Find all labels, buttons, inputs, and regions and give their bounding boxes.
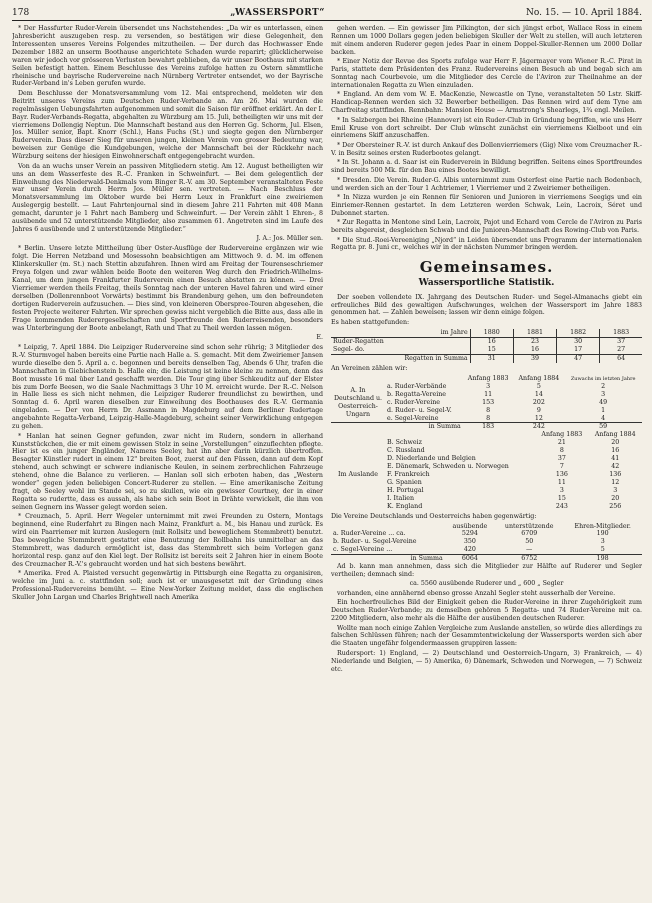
row-label: K. England [387,502,423,510]
article-paragraph: Dem Beschlusse der Monatsversammlung vom 12. Mai entsprechend, meldeten wir den Beitritt unseres Vereins zum Deutschen Ruder-Verbande an. Am 26. Mai wurden die regelmässigen Uebungsfahrten aufgenommen und somit die Saison für eröffnet erklärt. An der I. Bayr. Ruder-Verbands-Regatta, abgehalten zu Würzburg am 15. Juli, betheiligten wir uns mit der vierriemens Dollengig Neptun. Die Mannschaft bestand aus den Herren Gg. Schorm, Jul. Elsen, Jos. Müller senior, Bapt. Knorr (Schl.), Hans Fuchs (St.) und siegte gegen den Nürnberger Ruderverein. Dass dieser Sieg für unseren jungen, kleinen Verein von grosser Bedeutung war, beweisen zur Genüge die Kundgebungen, welche der Mannschaft bei der Rückkehr nach Würzburg seitens der hiesigen Einwohnerschaft entgegengebracht wurden. [12,89,323,161]
regatta-table [331,329,642,363]
table-cell: 15 [557,494,566,502]
table-cell: 183 [463,423,514,431]
table-cell: 3 [613,486,618,494]
article-paragraph: * In St. Johann a. d. Saar ist ein Ruderverein in Bildung begriffen. Seitens eines Sportfreundes sind bereits 500 Mk. für den Bau eines Bootes bewilligt. [331,159,642,175]
table-row [331,546,642,554]
masthead-title: „WASSERSPORT“ [230,8,325,18]
year-header: 1881 [513,329,556,337]
table-head-label: im Jahre [331,329,470,337]
row-label: e. Segel-Vereine [387,414,439,422]
article-paragraph: ca. 5560 ausübende Ruderer und „ 600 „ Segler [409,580,564,588]
article-paragraph: Ad b. kann man annehmen, dass sich die Mitglieder zur Hälfte auf Ruderer und Segler vertheilen; demnach sind: [331,563,642,579]
article-paragraph: Von da an wuchs unser Verein an passiven Mitgliedern stetig. Am 12. August betheiligten wir uns an dem Wasserfeste des R.-C. Franken in Schweinfurt. — Bei dem gelegentlich der Einweihung des Niederwald-Denkmals vom Binger R.-V. am 30. September veranstalteten Feste war unser Verein durch Herrn Jos. Müller sen. vertreten. — Nach Beschluss der Monatsversammlung im Oktober wurde bei Herrn Leux in Frankfurt eine zweiriemen Auslegergig bestellt. — Laut Fahrtenjournal sind in diesem Jahre 211 Fahrten mit 408 Mann gemacht, darunter je 1 Fahrt nach Bamberg und Schweinfurt. — Der Verein zählt 1 Ehren-, 8 ausübende und 52 unterstützende Mitglieder, also zusammen 61. Angetreten sind im Laufe des Jahres 6 ausübende und 2 unterstützende Mitglieder.“ [12,162,323,234]
table-cell: 350 [463,538,476,546]
signature: E. [316,334,323,342]
table-cell: 21 [557,439,566,447]
article-paragraph: * Dresden. Die Verein. Ruder-G. Albis unternimmt zum Osterfest eine Partie nach Bodenbach, und werden sich an der Tour 1 Achtriemer, 1 Vierriemer und 2 Zweiriemer betheiligen. [331,176,642,192]
year-header: 1882 [557,329,600,337]
table-cell: 12 [611,478,620,486]
members-table [331,523,642,564]
table-cell: 153 [482,398,495,406]
table-cell: 420 [463,546,476,554]
row-label: in Summa [331,555,445,563]
section-title: Gemeinsames. [419,258,554,277]
table-cell: 5 [536,382,541,390]
row-label: E. Dänemark, Schweden u. Norwegen [387,463,509,471]
table-cell: 14 [534,390,543,398]
group-label: A. In Deutschland u. Oesterreich-Ungarn [333,386,383,418]
table-cell: 20 [611,494,620,502]
row-label: a. Ruder-Verbände [387,382,447,390]
table-cell: 8 [559,447,564,455]
table-cell: 41 [611,455,620,463]
column-header: Ehren-Mitglieder. [574,522,631,530]
table-sum-row [331,355,642,363]
article-paragraph: * Hanlan hat seinen Gegner gefunden, zwar nicht im Rudern, sondern in allerhand Kunststückchen, die er mit einem gewissen Stolz in seine „Vorstellungen“ einzuflechten pflegte. Hier ist es ein junger Engländer, Namens Seeley, hat ihn aber darin kürzlich übertroffen. Besagter Künstler rudert in einem 12" breiten Boot, zuerst auf den Füssen, dann auf dem Kopf stehend, auch schwingt er schwere indianische Keulen, in seinem zerbrechlichen Fahrzeuge stehend, ohne die Balance zu verlieren. — Hanlan soll sich erboten haben, das „Western wonder“ gegen jeden beliebigen Concert-Ruderer zu stellen. — Eine amerikanische Zeitung fragt, ob Seeley wohl im Stande sei, so zu skullen, wie ein gewisser Courtney, der in einer Regatta so rudertte, dass es aussah, als habe sich sein Boot in Drähte verwickelt, die ihm von seinen Gegnern ins Wasser gelegt worden seien. [12,432,323,511]
table-cell: 6709 [521,530,538,538]
row-label: c. Segel-Vereine ... [333,546,393,554]
article-paragraph: * Der Obersteiner R.-V. ist durch Ankauf des Dollenvierriemers (Gig) Nixe vom Creuznacher R.-V. in Besitz seines ersten Ruderbootes gelangt. [331,141,642,157]
row-label: in Summa [385,423,463,431]
table-cell: 30 [557,338,600,346]
table-cell: 3 [559,486,564,494]
table-cell: — [526,546,533,554]
article-paragraph: vorhanden, eine annähernd ebenso grosse Anzahl Segler steht ausserhalb der Vereine. [337,589,616,597]
table-cell: 3 [601,390,606,398]
table-row [331,346,642,354]
table-cell: 64 [600,355,642,363]
table-cell: 243 [555,502,568,510]
table-caption: Die Vereine Deutschlands und Oesterreichs haben gegenwärtig: [331,512,537,520]
table-cell: 4 [601,414,606,422]
article-paragraph: * In Nizza wurden je ein Rennen für Senioren und Junioren in vierriemens Seegigs und ein Einriemer-Rennen gestartet. In dem Letzteren werden Schwak, Lein, Lacroix, Séret und Dubonnet starten. [331,193,642,217]
page-header [12,8,642,21]
row-label: Ruder-Regatten [333,338,384,346]
table-cell: 37 [600,338,642,346]
table-sum-row [331,555,642,563]
abroad-table [331,431,642,510]
row-label: a. Ruder-Vereine ... ca. [333,530,406,538]
table-cell: 23 [513,338,556,346]
row-label: Regatten in Summa [331,355,470,363]
column-header: unterstützende [504,522,554,530]
article-paragraph: * Amerika. Fred A. Plaisted versucht gegenwärtig in Pittsburgh eine Regatta zu organisiren, welche im Juni a. c. stattfinden soll; auch ist er unausgesetzt mit der Gründung eines Professional-Rudervereins bemüht. — Eine New-Yorker Zeitung meldet, dass die englischen Skuller John Largan und Charles Brightwell nach Amerika [12,570,323,602]
table-cell: 3 [486,382,491,390]
table-cell: 50 [525,538,534,546]
right-column [331,25,642,903]
article-paragraph: gehen werden. — Ein gewisser Jim Pilkington, der sich jüngst erbot, Wallace Ross in einem Rennen um 1000 Dollars gegen jeden beliebigen Skuller der Welt zu stellen, will auch letzteren mit einem anderen Ruderer gegen jedes Paar in einem Doppel-Skuller-Rennen um 2000 Dollar backen. [331,25,642,56]
row-label: C. Russland [387,447,425,455]
section-subtitle: Wassersportliche Statistik. [418,278,555,289]
article-paragraph: Ein hocherfreuliches Bild der Einigkeit geben die Ruder-Vereine in ihrer Zugehörigkeit zum Deutschen Ruder-Verbande; zu demselben gehören 5 Regatta- und 74 Ruder-Vereine mit ca. 2200 Mitgliedern, also mehr als die Hälfte der ausübenden deutschen Ruderer. [331,599,642,623]
column-header: Anfang 1883 [541,431,583,439]
table-cell: 1 [601,406,606,414]
page-number: 178 [12,8,30,18]
table-cell: 11 [557,478,566,486]
column-header: ausübende [452,522,488,530]
table-sum-row [331,423,642,431]
column-header: Anfang 1884 [518,374,560,382]
table-cell: 7 [559,463,564,471]
table-cell: 27 [600,346,642,354]
table-cell: 198 [563,555,642,563]
article-paragraph: * Berlin. Unsere letzte Mittheilung über Oster-Ausflüge der Rudervereine ergänzen wir wie folgt. Die Herren Netzband und Mosessohn beabsichtigen am Mittwoch 9. d. M. im offenen Klinkerskuller (m. St.) nach Stettin abzufahren. Ihnen wird am Freitag der Tourenseschriemer Freya folgen und zwar wählen beide Boote den weiteren Weg durch den Friedrich-Wilhelms-Kanal, um dem jungen Frankfurter Ruderverein einen Besuch abstatten zu können. — Drei Vierriemer werden theils Freitag, theils Sonntag nach der unteren Havel fahren und wird einer derselben (Dollenrennboot Vorwärts) bestimmt bis Brandenburg gehen, um den befreundeten dortigen Ruderverein aufzusuchen. — Dies sind, von kleineren Oberspree-Touren abgesehen, die festen Projecte weiterer Fahrten. Wir sprechen gewiss nicht vergeblich die Bitte aus, dass alle in Frage kommenden Ruderergesellschaften und Sportfreunde den Ruderreisenden, besonders was Unterbringung der Boote anbelangt, Rath und That zu Theil werden lassen mögen. [12,245,323,332]
table-cell: 190 [596,530,609,538]
row-label: d. Ruder- u. Segel-V. [387,406,452,414]
article-paragraph: * Die Stud.-Roei-Vereeniging „Njord“ in Leiden übersendet uns Programm der internationalen Regatta pr. 8. Juni cr., welches wir in der nächsten Nummer bringen werden. [331,236,642,252]
table-cell: 9 [536,406,541,414]
table-cell: 42 [611,463,620,471]
table-row [331,439,642,447]
table-cell: 39 [513,355,556,363]
table-cell: 11 [484,390,493,398]
article-paragraph: * In Salzbergen bei Rheine (Hannover) ist ein Ruder-Club in Gründung begriffen, wie uns Herr Emil Kruse von dort schreibt. Der Club wünscht zunächst ein vierriemens Kielboot und ein einriemens Skiff anzuschaffen. [331,116,642,140]
column-header: Anfang 1883 [467,374,509,382]
issue-info: No. 15. — 10. April 1884. [525,8,642,18]
table-row [331,338,642,346]
table-cell: 136 [555,470,568,478]
row-label: Segel- do. [333,346,365,354]
table-cell: 20 [611,439,620,447]
table-cell: 15 [470,346,513,354]
row-label: b. Ruder- u. Segel-Vereine [333,538,417,546]
table-cell: 2 [601,382,606,390]
table-cell: 8 [486,406,491,414]
table-cell: 5294 [461,530,478,538]
table-cell: 202 [532,398,545,406]
table-cell: 12 [534,414,543,422]
table-cell: 47 [557,355,600,363]
table-cell: 6752 [495,555,563,563]
article-paragraph: * England. An dem vom W. E. MacKenzie, Newcastle on Tyne, veranstalteten 50 Lstr. Skiff-Handicap-Rennen werden sich 32 Bewerber betheiligen. Das Rennen wird auf dem Tyne am Charfreitag stattfinden. Rennbahn: Mansion House — Armstrong's Shearlegs, 1¾ engl. Meilen. [331,91,642,115]
table-cell: 8 [486,414,491,422]
table-caption: An Vereinen zählen wir: [331,364,408,372]
row-label: G. Spanien [387,478,422,486]
table-cell: 3 [600,538,605,546]
row-label: I. Italien [387,494,415,502]
article-paragraph: * Einer Notiz der Revue des Sports zufolge war Herr F. Jägermayer vom Wiener R.-C. Pirat in Paris, stattete dem Präsidenten des Franz. Rudervereins einen Besuch ab und begab sich am Sonntag nach Courbevoie, um die Mitglieder des Cercle de l'Aviron zur Theilnahme an der internationalen Regatta zu Wien einzuladen. [331,58,642,89]
table-caption: Es haben stattgefunden: [331,319,410,327]
row-label: F. Frankreich [387,470,430,478]
table-cell: 16 [611,447,620,455]
row-label: D. Niederlande und Belgien [387,455,476,463]
stats-intro: Der soeben vollendete IX. Jahrgang des Deutschen Ruder- und Segel-Almanachs giebt ein erfreuliches Bild des gewaltigen Aufschwunges, welchen der Wassersport im Jahre 1883 genommen hat. — Zahlen beweisen; lassen wir denn einige folgen. [331,293,642,317]
table-cell: 5 [600,546,605,554]
column-header: Zuwachs im letzten Jahre [570,375,636,382]
table-cell: 59 [564,423,642,431]
table-cell: 6064 [445,555,495,563]
clubs-table [331,375,642,431]
article-paragraph: * Leipzig, 7. April 1884. Die Leipziger Rudervereine sind schon sehr rührig; 3 Mitglieder des R.-V. Sturmvogel haben bereits eine Partie nach Halle a. S. gemacht. Mit dem Zweiriemer Jansen wurde dieselbe den 5. April a. c. begonnen und bereits denselben Tag, Abends 6 Uhr, trafen die Mannschaften in Giebichenstein b. Halle ein; die Leistung ist keine kleine zu nennen, denn das Boot musste 16 mal über Land geschafft werden. Die Tour ging über Schkeuditz auf der Elster bis zum Dorfe Beesen, wo die Saale Nachmittags 3 Uhr 10 M. erreicht wurde. Der R.-C. Nelson in Halle liess es sich nicht nehmen, die Leipziger Ruderer freundlichst zu bewirthen, und Sonntag d. 6. April waren dieselben zur Einweihung des Boothauses des R.-V. Germania eingeladen. — Der von Herrn Dr. Assmann in Magdeburg auf dem Berliner Rudertage angebahnte Regatta-Verband, Leipzig-Halle-Magdeburg, scheint seiner Verwirklichung entgegen zu gehen. [12,343,323,431]
table-cell: 37 [557,455,566,463]
article-paragraph: * Zur Regatta in Mentone sind Lein, Lacroix, Pajot und Echard vom Cercle de l'Aviron zu Paris bereits abgereist, desgleichen Schwab und die Junioren-Mannschaft des Rowing-Club von Paris. [331,219,642,235]
row-label: c. Ruder-Vereine [387,398,440,406]
article-paragraph: * Creuznach, 5. April. Herr Wegeler unternimmt mit zwei Freunden zu Ostern, Montags beginnend, eine Ruderfahrt zu Bingen nach Mainz, Frankfurt a. M., bis Hanau und zurück. Es wird ein Paarriemer mit kurzen Auslegern (mit Rollsitz und beweglichem Stemmbrett) benutzt. Das bewegliche Stemmbrett gestattet eine Benutzung der Rollbahn bis unmittelbar an das Stemmbrett, was dadurch ermöglicht ist, dass das Stemmbrett sich beim Vorlegen ganz horizontal resp. ganz auf den Kiel legt. Der Rollsitz ist bereits seit 2 Jahren hier in einem Boote des Creuznacher R.-V.'s gebraucht worden und hat sich bestens bewährt. [12,513,323,568]
table-row [331,538,642,546]
table-cell: 49 [599,398,608,406]
table-cell: 136 [609,470,622,478]
row-label: H. Portugal [387,486,424,494]
year-header: 1880 [470,329,513,337]
group-label: Im Auslande [338,470,378,478]
table-cell: 17 [557,346,600,354]
signature: J. A.: Jos. Müller sen. [256,235,323,243]
table-cell: 256 [609,502,622,510]
row-label: b. Regatta-Vereine [387,390,446,398]
article-paragraph: Wollte man noch einige Zahlen Vergleiche zum Auslande anstellen, so würde dies allerdings zu falschen Schlüssen führen; nach der Gesammtentwickelung der Wassersports werden sich aber die Staaten ungefähr folgendermaassen gruppiren lassen: [331,624,642,648]
article-paragraph: Rudersport: 1) England, — 2) Deutschland und Oesterreich-Ungarn, 3) Frankreich, — 4) Niederlande und Belgien, — 5) Amerika, 6) Dänemark, Schweden und Norwegen, — 7) Schweiz etc. [331,649,642,673]
year-header: 1883 [600,329,642,337]
table-row [331,530,642,538]
table-cell: 31 [470,355,513,363]
left-column [12,25,323,903]
article-paragraph: * Der Hassfurter Ruder-Verein übersendet uns Nachstehendes: „Da wir es unterlassen, einen Jahresbericht auszugeben resp. zu versenden, so bestätigen wir diese Gelegenheit, den Interessenten unseres Vereins Folgendes mitzutheilen. — Der durch das Hochwasser Ende Dezember 1882 an unserm Boothause angerichtete Schaden wurde reparirt; glücklicherweise waren wir jedoch vor grösseren Verlusten bewahrt geblieben, da wir unser Boothaus mit starken Seilen befestigt hatten. Einem Beschlusse des Vereins zufolge hatten zu Ostern sämmtliche rheinische und bayrische Rudervereine nach Nürnberg Vertreter entsendet, wo der Bayrische Ruder-Verband in's Leben gerufen wurde. [12,25,323,88]
table-cell: 16 [513,346,556,354]
table-row [331,383,642,391]
column-header: Anfang 1884 [594,431,636,439]
table-cell: 16 [470,338,513,346]
row-label: B. Schweiz [387,439,422,447]
table-cell: 242 [514,423,565,431]
